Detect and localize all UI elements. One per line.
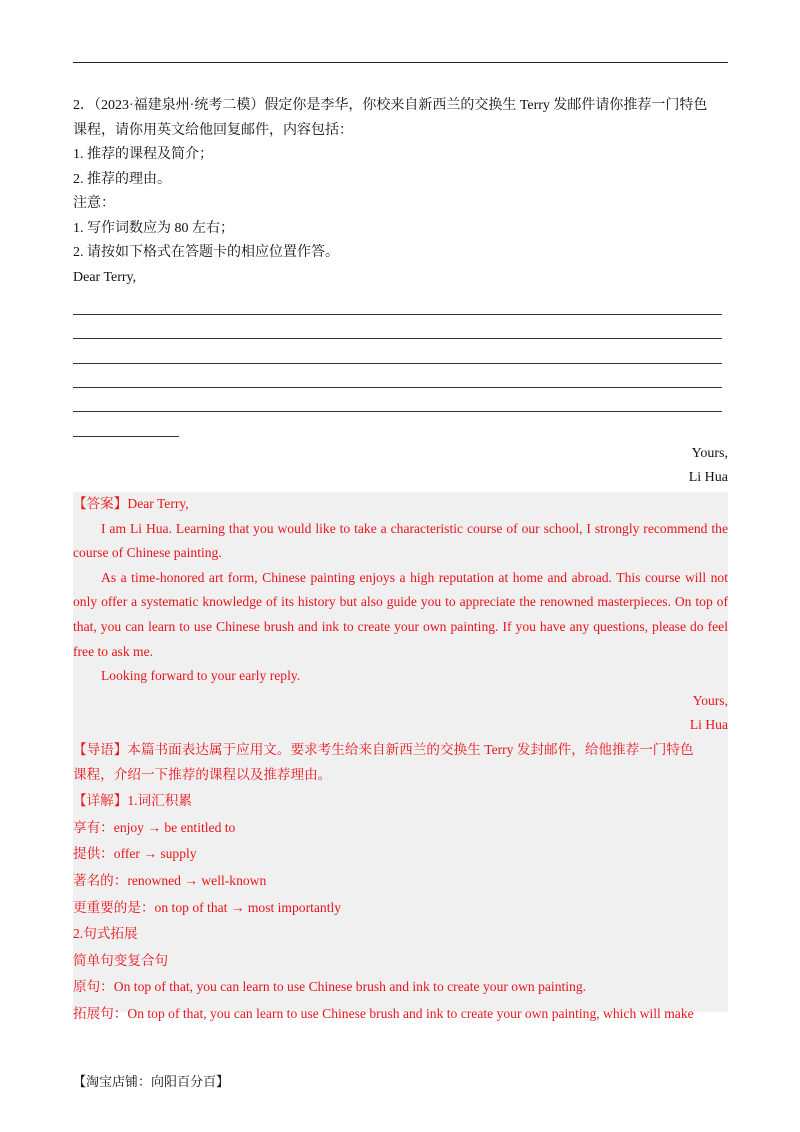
guide-line-1: 【导语】本篇书面表达属于应用文。要求考生给来自新西兰的交换生 Terry 发封邮件，给他推荐一门特色 [73,741,694,757]
sentence-expansion-heading: 2.句式拓展 [73,926,138,942]
answer-salutation: Dear Terry, [127,496,189,511]
answer-closing-yours: Yours, [692,692,728,708]
note-2: 2. 请按如下格式在答题卡的相应位置作答。 [73,245,339,260]
answer-line[interactable] [73,314,722,315]
answer-line[interactable] [73,387,722,388]
closing-yours: Yours, [691,446,728,461]
answer-closing-name: Li Hua [689,717,728,733]
answer-heading [73,492,728,517]
vocab-item: 享有：enjoy → be entitled to [73,819,236,835]
original-sentence: 原句：On top of that, you can learn to use Chinese brush and ink to create your own painting. [73,979,587,995]
header-rule [73,62,728,63]
answer-tag: 【答案】 [73,496,128,511]
vocab-item: 著名的：renowned → well-known [73,872,267,888]
answer-paragraph-2: As a time-honored art form, Chinese painting enjoys a high reputation at home and abroad. This course will not only offer a systematic knowledge of its history but also guide you to appreciate the renowned masterpieces. On top of that, you can learn to use Chinese brush and ink to create your own painting. If you have any questions, please do feel free to ask me. [73,569,728,659]
question-block [73,94,728,290]
detail-heading: 【详解】1.词汇积累 [73,793,192,809]
notes-label: 注意： [73,196,115,211]
answer-section [73,492,728,1021]
question-line-1: 2．（2023·福建泉州·统考二模）假定你是李华，你校来自新西兰的交换生 Terry 发邮件请你推荐一门特色 [73,98,708,113]
requirement-2: 2. 推荐的理由。 [73,171,171,187]
answer-paragraph-3: Looking forward to your early reply. [101,668,301,684]
question-line-2: 课程，请你用英文给他回复邮件，内容包括： [73,122,353,138]
vocab-item: 提供：offer → supply [73,846,197,862]
answer-line[interactable] [73,411,722,412]
letter-salutation: Dear Terry, [73,269,137,285]
vocab-item: 更重要的是：on top of that → most importantly [73,899,342,915]
guide-line-2: 课程，介绍一下推荐的课程以及推荐理由。 [73,766,332,782]
answer-line-short[interactable] [73,436,179,437]
expanded-sentence: 拓展句：On top of that, you can learn to use Chinese brush and ink to create your own painting, which will make [73,1005,694,1021]
footer-shop-label: 【淘宝店铺：向阳百分百】 [73,1074,230,1089]
requirement-1: 1. 推荐的课程及简介； [73,147,213,162]
note-1: 1. 写作词数应为 80 左右； [73,220,234,236]
answer-line[interactable] [73,363,722,364]
answer-line[interactable] [73,338,722,339]
closing-name: Li Hua [688,470,728,485]
sentence-expansion-subheading: 简单句变复合句 [73,952,169,968]
answer-paragraph-1: I am Li Hua. Learning that you would like to take a characteristic course of our school, I strongly recommend the course of Chinese painting. [73,520,728,561]
